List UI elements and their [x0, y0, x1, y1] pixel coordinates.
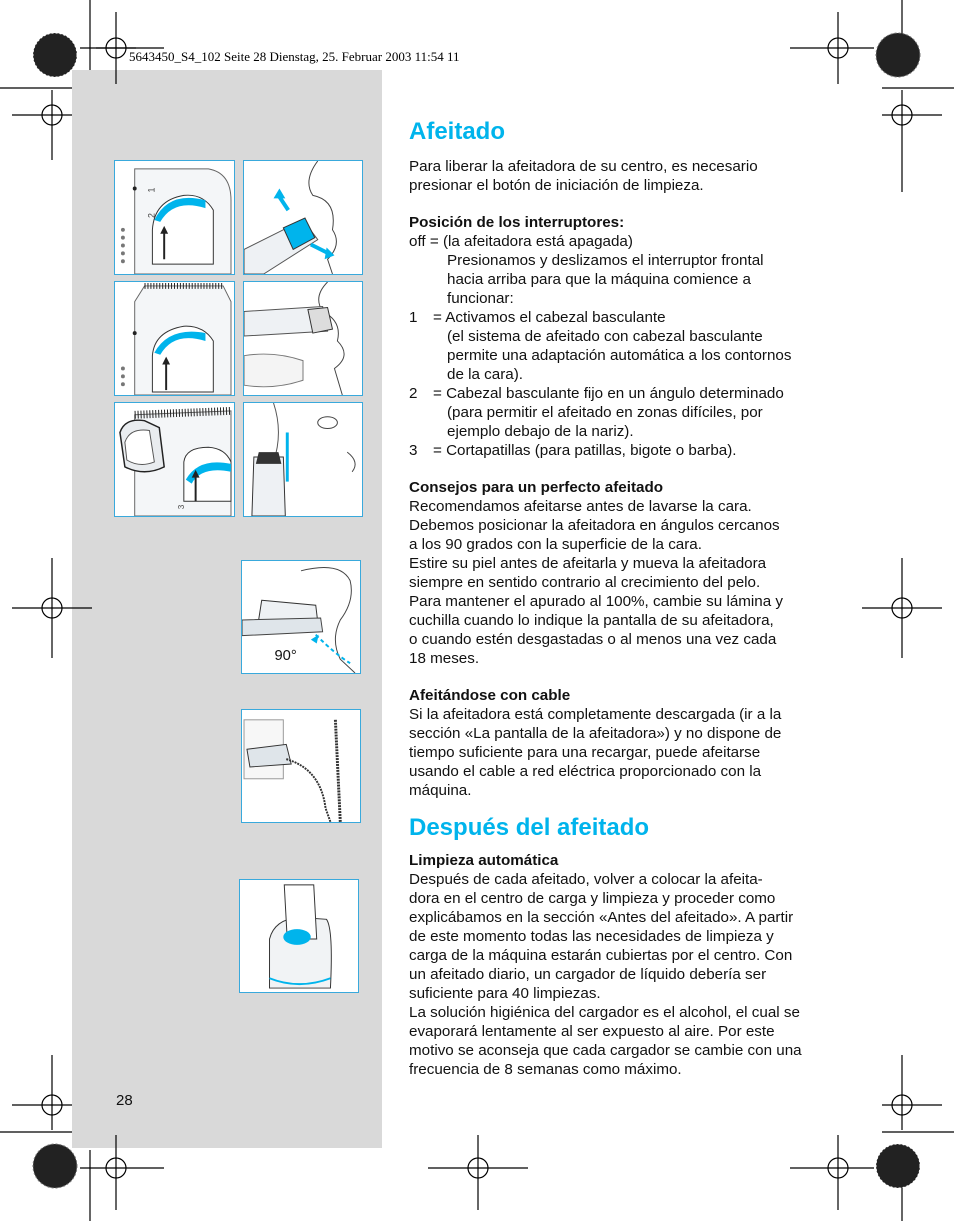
tips-line: a los 90 grados con la superficie de la cara. — [409, 536, 702, 553]
switch-off-key: off — [409, 233, 426, 250]
switch-1-row — [409, 308, 839, 327]
switch-off-row — [409, 232, 839, 251]
tips-line: Debemos posicionar la afeitadora en ángulos cercanos — [409, 517, 780, 534]
cleaning-line: La solución higiénica del cargador es el alcohol, el cual se — [409, 1004, 800, 1021]
switch-2-detail: (para permitir el afeitado en zonas difíciles, por — [447, 404, 763, 421]
tips-heading: Consejos para un perfecto afeitado — [409, 479, 664, 496]
section-title-despues: Después del afeitado — [409, 814, 650, 841]
sideburn-trimmer-illustration — [243, 402, 363, 517]
cable-line: máquina. — [409, 782, 472, 799]
switch-1-detail: de la cara). — [447, 366, 523, 383]
shaving-with-cable-illustration — [241, 709, 361, 823]
switch-position-1-illustration — [114, 281, 235, 396]
tips-line: 18 meses. — [409, 650, 480, 667]
switch-1-key: 1 — [409, 309, 418, 326]
intro-line: Para liberar la afeitadora de su centro, es necesario — [409, 158, 758, 175]
shave-angle-90-illustration — [241, 560, 361, 674]
section-title-afeitado: Afeitado — [409, 118, 505, 145]
switch-3-text: = Cortapatillas (para patillas, bigote o barba). — [433, 442, 737, 459]
cleaning-line: suficiente para 40 limpiezas. — [409, 985, 601, 1002]
tips-line: Estire su piel antes de afeitarla y mueva la afeitadora — [409, 555, 767, 572]
cleaning-heading: Limpieza automática — [409, 852, 559, 869]
switch-mark-3: 3 — [176, 504, 186, 510]
cleaning-line: dora en el centro de carga y limpieza y proceder como — [409, 890, 776, 907]
tips-line: Para mantener el apurado al 100%, cambie su lámina y — [409, 593, 783, 610]
tips-line: cuchilla cuando lo indique la pantalla de su afeitadora, — [409, 612, 774, 629]
switch-position-3-illustration — [114, 402, 235, 517]
switch-2-text: = Cabezal basculante fijo en un ángulo determinado — [433, 385, 784, 402]
switch-off-detail: funcionar: — [447, 290, 514, 307]
cleaning-line: frecuencia de 8 semanas como máximo. — [409, 1061, 682, 1078]
tips-line: o cuando estén desgastadas o al menos una vez cada — [409, 631, 777, 648]
cleaning-line: Después de cada afeitado, volver a colocar la afeita- — [409, 871, 763, 888]
switch-positions-heading: Posición de los interruptores: — [409, 214, 625, 231]
switch-mark-2: 2 — [146, 213, 157, 218]
switch-3-key: 3 — [409, 442, 418, 459]
cleaning-line: carga de la máquina estarán cubiertas por el centro. Con — [409, 947, 793, 964]
tips-line: Recomendamos afeitarse antes de lavarse la cara. — [409, 498, 752, 515]
switch-off-detail: Presionamos y deslizamos el interruptor frontal — [447, 252, 764, 269]
switch-mark-1: 1 — [146, 187, 157, 193]
switch-1-detail: (el sistema de afeitado con cabezal basculante — [447, 328, 763, 345]
angle-label: 90° — [274, 648, 297, 665]
text-column — [409, 118, 839, 1079]
cable-line: usando el cable a red eléctrica proporcionado con la — [409, 763, 762, 780]
cleaning-line: de este momento todas las necesidades de limpieza y — [409, 928, 774, 945]
switch-3-row — [409, 441, 839, 460]
cleaning-line: explicábamos en la sección «Antes del afeitado». A partir — [409, 909, 794, 926]
switch-1-detail: permite una adaptación automática a los contornos — [447, 347, 792, 364]
tips-line: siempre en sentido contrario al crecimiento del pelo. — [409, 574, 761, 591]
intro-line: presionar el botón de iniciación de limpieza. — [409, 177, 704, 194]
cleaning-line: un afeitado diario, un cargador de líquido debería ser — [409, 966, 767, 983]
cable-heading: Afeitándose con cable — [409, 687, 571, 704]
switch-off-detail: hacia arriba para que la máquina comience a — [447, 271, 751, 288]
cleaning-line: evaporará lentamente al ser expuesto al aire. Por este — [409, 1023, 775, 1040]
print-slug: 5643450_S4_102 Seite 28 Dienstag, 25. Februar 2003 11:54 11 — [129, 49, 460, 64]
cable-line: Si la afeitadora está completamente descargada (ir a la — [409, 706, 782, 723]
cable-line: tiempo suficiente para una recargar, puede afeitarse — [409, 744, 761, 761]
tilting-head-shave-illustration — [243, 281, 363, 396]
cleaning-line: motivo se aconseja que cada cargador se cambie con una — [409, 1042, 802, 1059]
switch-off-text: = (la afeitadora está apagada) — [429, 233, 633, 250]
switch-2-key: 2 — [409, 385, 418, 402]
switch-1-text: = Activamos el cabezal basculante — [433, 309, 666, 326]
switch-2-detail: ejemplo debajo de la nariz). — [447, 423, 634, 440]
cable-line: sección «La pantalla de la afeitadora») y no dispone de — [409, 725, 782, 742]
release-shaver-illustration — [243, 160, 363, 275]
cleaning-station-illustration — [239, 879, 359, 993]
switch-position-off-illustration — [114, 160, 235, 275]
page-number: 28 — [116, 1092, 133, 1109]
switch-2-row — [409, 384, 839, 403]
